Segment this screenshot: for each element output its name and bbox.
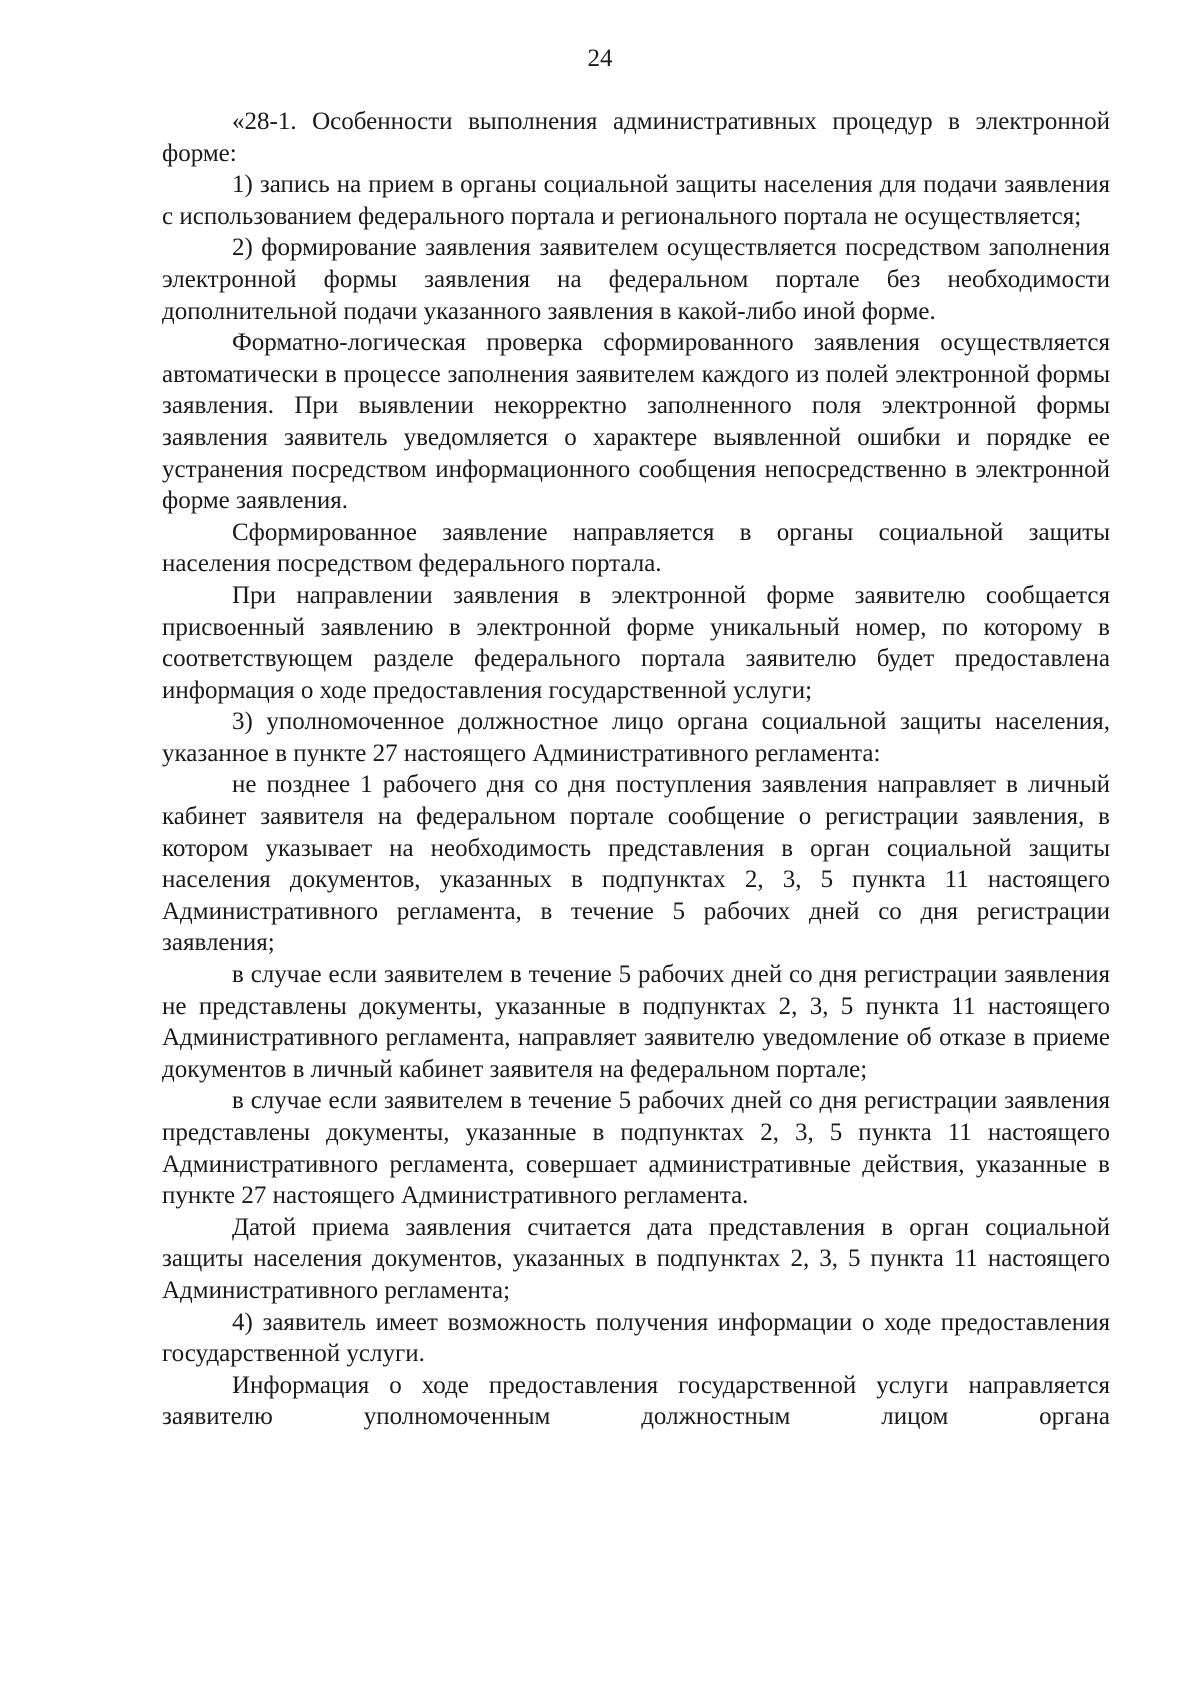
paragraph-unique-number: При направлении заявления в электронной форме заявителю сообщается присвоенный заявлению в электронной форме уникальный номер, по которому в соответствующем разделе федерального портала заявителю будет предоставлена информация о ходе предоставления государственной услуги; xyxy=(162,581,1110,704)
paragraph-item-1: 1) запись на прием в органы социальной защиты населения для подачи заявления с использованием федерального портала и регионального портала не осуществляется; xyxy=(162,171,1110,230)
paragraph-documents-provided: в случае если заявителем в течение 5 рабочих дней со дня регистрации заявления представлены документы, указанные в подпунктах 2, 3, 5 пункта 11 настоящего Административного регламента, совершает административные действия, указанные в пункте 27 настоящего Административного регламента. xyxy=(162,1087,1110,1210)
document-body xyxy=(162,106,1110,1433)
paragraph-progress-info: Информация о ходе предоставления государственной услуги направляется заявителю уполномоченным должностным лицом органа xyxy=(162,1371,1110,1431)
paragraph-acceptance-date: Датой приема заявления считается дата представления в орган социальной защиты населения документов, указанных в подпунктах 2, 3, 5 пункта 11 настоящего Административного регламента; xyxy=(162,1213,1110,1304)
page-number: 24 xyxy=(587,45,613,72)
paragraph-item-3: 3) уполномоченное должностное лицо органа социальной защиты населения, указанное в пункте 27 настоящего Административного регламента: xyxy=(162,708,1110,767)
paragraph-item-2: 2) формирование заявления заявителем осуществляется посредством заполнения электронной формы заявления на федеральном портале без необходимости дополнительной подачи указанного заявления в какой-либо иной форме. xyxy=(162,234,1110,325)
paragraph-format-check: Форматно-логическая проверка сформированного заявления осуществляется автоматически в процессе заполнения заявителем каждого из полей электронной формы заявления. При выявлении некорректно заполненного поля электронной формы заявления заявитель уведомляется о характере выявленной ошибки и порядке ее устранения посредством информационного сообщения непосредственно в электронной форме заявления. xyxy=(162,329,1110,515)
paragraph-item-4: 4) заявитель имеет возможность получения информации о ходе предоставления государственной услуги. xyxy=(162,1308,1110,1368)
paragraph-registration-message: не позднее 1 рабочего дня со дня поступления заявления направляет в личный кабинет заявителя на федеральном портале сообщение о регистрации заявления, в котором указывает на необходимость представления в орган социальной защиты населения документов, указанных в подпунктах 2, 3, 5 пункта 11 настоящего Административного регламента, в течение 5 рабочих дней со дня регистрации заявления; xyxy=(162,771,1110,957)
paragraph-submission: Сформированное заявление направляется в органы социальной защиты населения посредством федерального портала. xyxy=(162,518,1110,578)
paragraph-28-1-heading: «28-1. Особенности выполнения административных процедур в электронной форме: xyxy=(162,108,1110,167)
paragraph-refusal-notice: в случае если заявителем в течение 5 рабочих дней со дня регистрации заявления не представлены документы, указанные в подпунктах 2, 3, 5 пункта 11 настоящего Административного регламента, направляет заявителю уведомление об отказе в приеме документов в личный кабинет заявителя на федеральном портале; xyxy=(162,961,1110,1083)
